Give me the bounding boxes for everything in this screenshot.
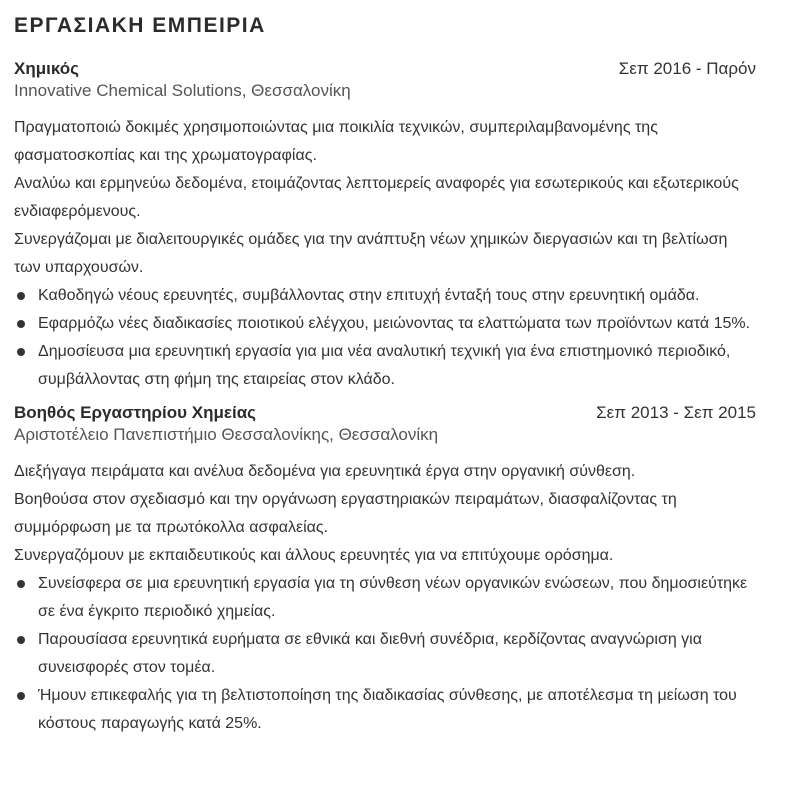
bullet-icon	[17, 636, 25, 644]
job-description: Διεξήγαγα πειράματα και ανέλυα δεδομένα για ερευνητικά έργα στην οργανική σύνθεση.	[14, 463, 636, 480]
achievement-text: Δημοσίευσα μια ερευνητική εργασία για μια νέα αναλυτική τεχνική για ένα επιστημονικό περιοδικό, συμβάλλοντας στη φήμη της εταιρείας στον κλάδο.	[38, 343, 731, 388]
job-description: Συνεργάζομαι με διαλειτουργικές ομάδες για την ανάπτυξη νέων χημικών διεργασιών και τη βελτίωση των υπαρχουσών.	[14, 231, 728, 276]
job-header	[14, 402, 756, 424]
achievement-text: Ήμουν επικεφαλής για τη βελτιστοποίηση της διαδικασίας σύνθεσης, με αποτέλεσμα τη μείωση του κόστους παραγωγής κατά 25%.	[38, 687, 737, 732]
bullet-icon	[17, 692, 25, 700]
achievement-item	[14, 310, 756, 338]
achievement-item	[14, 282, 756, 310]
job-entry	[14, 58, 756, 394]
bullet-icon	[17, 348, 25, 356]
achievement-text: Καθοδηγώ νέους ερευνητές, συμβάλλοντας στην επιτυχή ένταξή τους στην ερευνητική ομάδα.	[38, 287, 700, 304]
achievement-text: Συνείσφερα σε μια ερευνητική εργασία για τη σύνθεση νέων οργανικών ενώσεων, που δημοσιεύτηκε σε ένα έγκριτο περιοδικό χημείας.	[38, 575, 748, 620]
job-title: Βοηθός Εργαστηρίου Χημείας	[14, 403, 256, 422]
achievement-item	[14, 570, 756, 626]
job-company: Innovative Chemical Solutions, Θεσσαλονίκη	[14, 81, 351, 100]
job-description: Συνεργαζόμουν με εκπαιδευτικούς και άλλους ερευνητές για να επιτύχουμε ορόσημα.	[14, 547, 614, 564]
bullet-icon	[17, 320, 25, 328]
job-date: Σεπ 2016 - Παρόν	[618, 59, 756, 78]
job-company: Αριστοτέλειο Πανεπιστήμιο Θεσσαλονίκης, Θεσσαλονίκη	[14, 425, 439, 444]
achievement-item	[14, 682, 756, 738]
achievement-text: Παρουσίασα ερευνητικά ευρήματα σε εθνικά και διεθνή συνέδρια, κερδίζοντας αναγνώριση για συνεισφορές στον τομέα.	[38, 631, 702, 676]
achievement-list	[14, 282, 756, 394]
job-entry	[14, 402, 756, 738]
bullet-icon	[17, 292, 25, 300]
job-description: Βοηθούσα στον σχεδιασμό και την οργάνωση εργαστηριακών πειραμάτων, διασφαλίζοντας τη συμμόρφωση με τα πρωτόκολλα ασφαλείας.	[14, 491, 677, 536]
achievement-list	[14, 570, 756, 738]
job-date: Σεπ 2013 - Σεπ 2015	[596, 403, 756, 422]
bullet-icon	[17, 580, 25, 588]
achievement-text: Εφαρμόζω νέες διαδικασίες ποιοτικού ελέγχου, μειώνοντας τα ελαττώματα των προϊόντων κατά 15%.	[38, 315, 751, 332]
achievement-item	[14, 626, 756, 682]
section-title: ΕΡΓΑΣΙΑΚΗ ΕΜΠΕΙΡΙΑ	[14, 14, 266, 37]
job-header	[14, 58, 756, 80]
achievement-item	[14, 338, 756, 394]
job-description: Πραγματοποιώ δοκιμές χρησιμοποιώντας μια ποικιλία τεχνικών, συμπεριλαμβανομένης της φασματοσκοπίας και της χρωματογραφίας.	[14, 119, 658, 164]
job-title: Χημικός	[14, 59, 79, 78]
job-description: Αναλύω και ερμηνεύω δεδομένα, ετοιμάζοντας λεπτομερείς αναφορές για εσωτερικούς και εξωτερικούς ενδιαφερόμενους.	[14, 175, 739, 220]
